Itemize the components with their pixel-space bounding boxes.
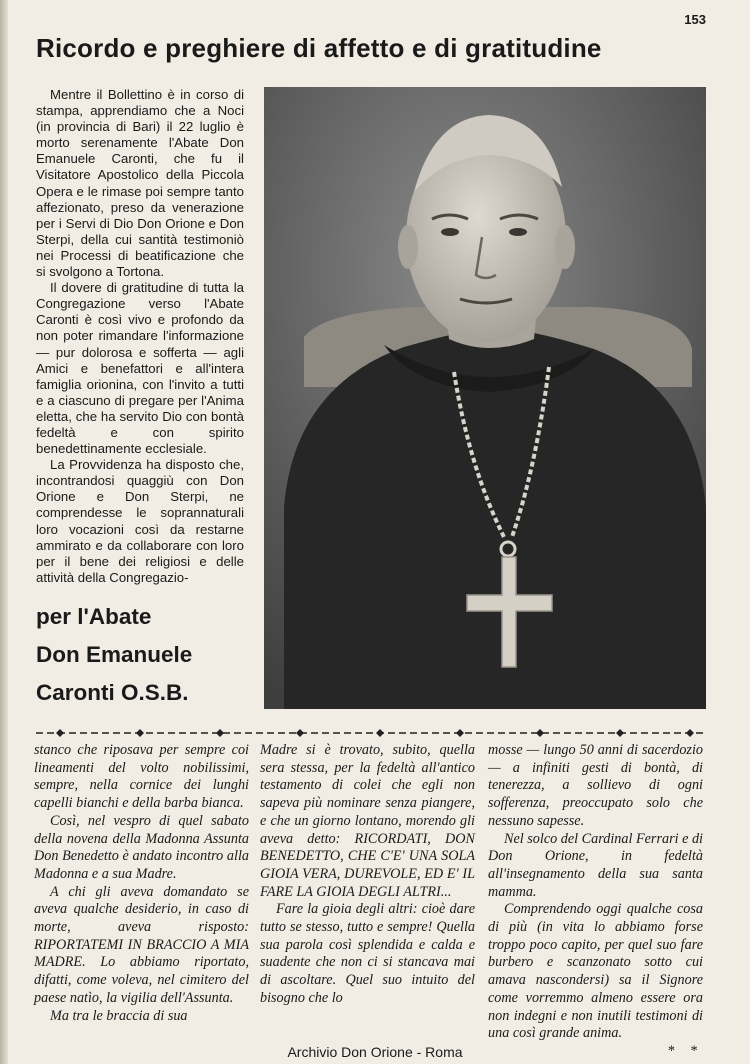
intro-column: [36, 87, 244, 586]
column-paragraph: Fare la gioia degli altri: cioè dare tutto se stesso, tutto e sempre! Quella sua parola così splendida e calda e suadente che non ci si stancava mai di ascoltare. Quel suo intuito del bisogno che lo: [260, 901, 475, 1006]
page-number: 153: [684, 12, 706, 27]
column-paragraph: Ma tra le braccia di sua: [50, 1007, 188, 1024]
archive-footer-label: Archivio Don Orione - Roma: [287, 1044, 463, 1060]
dedication-heading: [36, 598, 261, 712]
text-column-3: [488, 742, 703, 1061]
page-spine-shadow: [0, 0, 8, 1064]
end-mark: * *: [667, 1042, 703, 1059]
intro-paragraph: La Provvidenza ha disposto che, incontrandosi quaggiù con Don Orione e Don Sterpi, ne comprendesse le soprannaturali loro vocazioni così da restarne ammirato e da collaborare con loro per il bene dei religiosi e delle attività della Congregazio-: [36, 457, 244, 585]
text-column-2: [260, 742, 475, 1008]
portrait-photo: [264, 87, 706, 709]
column-paragraph: A chi gli aveva domandato se aveva qualche desiderio, in caso di morte, aveva risposto: RIPORTATEMI IN BRACCIO A MIA MADRE. Lo abbiamo riportato, difatti, come voleva, nel cimitero del paese natìo, la vigilia dell'Assunta.: [34, 883, 249, 1006]
column-paragraph: mosse — lungo 50 anni di sacerdozio — a infiniti gesti di bontà, di tenerezza, a sollievo di ogni sofferenza, preoccupato solo che nessuno sapesse.: [488, 742, 703, 829]
dedication-line: Caronti O.S.B.: [36, 680, 189, 705]
text-column-1: [34, 742, 249, 1025]
intro-paragraph: Il dovere di gratitudine di tutta la Congregazione verso l'Abate Caronti è così vivo e profondo da non poter rimandare l'informazione — pur dolorosa e sofferta — agli Amici e benefattori e all'intera famiglia orionina, con l'invito a tutti e a ciascuno di pregare per l'Anima eletta, che ha servito Dio con bontà fedeltà e con spirito benedettinamente ecclesiale.: [36, 280, 244, 457]
page-title: Ricordo e preghiere di affetto e di gratitudine: [36, 33, 602, 63]
column-paragraph: Nel solco del Cardinal Ferrari e di Don Orione, in fedeltà all'insegnamento della sua santa mamma.: [488, 830, 703, 900]
column-paragraph: Così, nel vespro di quel sabato della novena della Madonna Assunta Don Benedetto è andato incontro alla Madonna e a sua Madre.: [34, 812, 249, 882]
dedication-line: per l'Abate: [36, 604, 152, 629]
dedication-line: Don Emanuele: [36, 642, 193, 667]
column-paragraph: Madre si è trovato, subito, quella sera stessa, per la fedeltà all'antico testamento di colei che egli non sapeva più nominare senza piangere, e che un giorno lontano, morendo gli aveva detto: RICORDATI, DON BENEDETTO, CHE C'E' UNA SOLA GIOIA VERA, DUREVOLE, ED E' IL FARE LA GIOIA DEGLI ALTRI...: [260, 742, 475, 900]
ornamental-divider: [36, 726, 706, 740]
abbot-portrait-illustration: [264, 87, 706, 709]
intro-paragraph: Mentre il Bollettino è in corso di stampa, apprendiamo che a Noci (in provincia di Bari) il 22 luglio è morto serenamente l'Abate Don Emanuele Caronti, che fu il Visitatore Apostolico della Piccola Opera e le rimase poi sempre tanto affezionato, preso da venerazione per i Servi di Dio Don Orione e Don Sterpi, della cui santità testimoniò nei Processi di beatificazione che si svolgono a Tortona.: [36, 87, 244, 280]
column-paragraph: Comprendendo oggi qualche cosa di più (in vita lo abbiamo forse troppo poco capito, per quel suo fare burbero e scanzonato sotto cui amava nascondersi) sa il Signore come vorremmo almeno essere ora non indegni e non inutili testimoni di una così grande anima.: [488, 901, 703, 1042]
column-paragraph: stanco che riposava per sempre coi lineamenti del volto nobilissimi, sempre, nella cornice dei lunghi capelli bianchi e della barba bianca.: [34, 742, 249, 812]
